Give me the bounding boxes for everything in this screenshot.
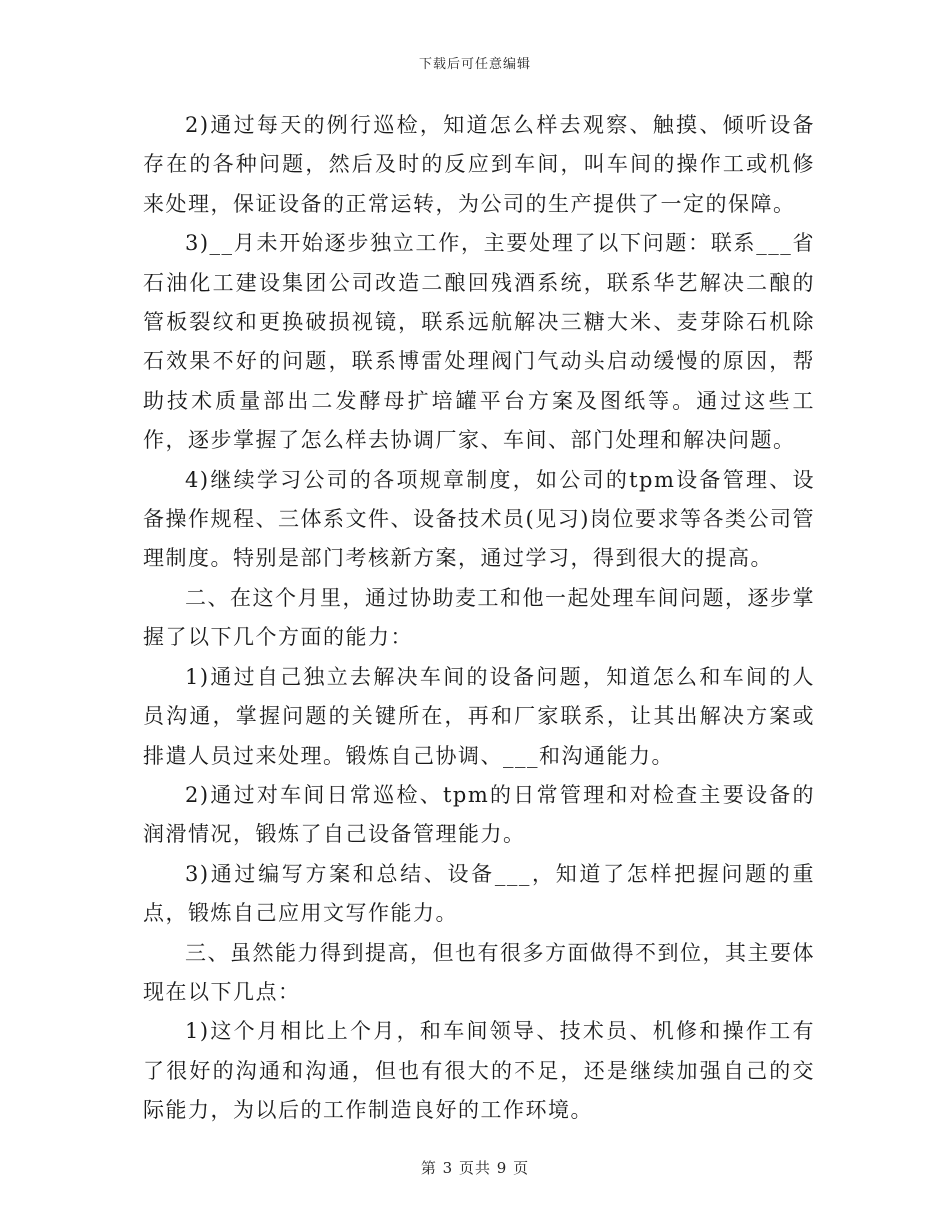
document-body (143, 106, 815, 1131)
section-three-heading: 三、虽然能力得到提高，但也有很多方面做得不到位，其主要体现在以下几点： (143, 940, 815, 1004)
page-footer: 第 3 页共 9 页 (420, 1159, 530, 1177)
paragraph-regulations: 4)继续学习公司的各项规章制度，如公司的tpm设备管理、设备操作规程、三体系文件、设备技术员(见习)岗位要求等各类公司管理制度。特别是部门考核新方案，通过学习，得到很大的提高。 (143, 467, 815, 571)
page-header: 下载后可任意编辑 (418, 57, 531, 72)
paragraph-problem-solving: 1)通过自己独立去解决车间的设备问题，知道怎么和车间的人员沟通，掌握问题的关键所在，再和厂家联系，让其出解决方案或排遣人员过来处理。锻炼自己协调、___和沟通能力。 (143, 664, 815, 768)
paragraph-independent-work: 3)__月未开始逐步独立工作，主要处理了以下问题：联系___省石油化工建设集团公司改造二酿回残酒系统，联系华艺解决二酿的管板裂纹和更换破损视镜，联系远航解决三糖大米、麦芽除石机除石效果不好的问题，联系博雷处理阀门气动头启动缓慢的原因，帮助技术质量部出二发酵母扩培罐平台方案及图纸等。通过这些工作，逐步掌握了怎么样去协调厂家、车间、部门处理和解决问题。 (143, 231, 815, 453)
paragraph-communication: 1)这个月相比上个月，和车间领导、技术员、机修和操作工有了很好的沟通和沟通，但也有很大的不足，还是继续加强自己的交际能力，为以后的工作制造良好的工作环境。 (143, 1019, 815, 1123)
paragraph-inspection: 2)通过每天的例行巡检，知道怎么样去观察、触摸、倾听设备存在的各种问题，然后及时的反应到车间，叫车间的操作工或机修来处理，保证设备的正常运转，为公司的生产提供了一定的保障。 (143, 113, 815, 216)
paragraph-equipment-management: 2)通过对车间日常巡检、tpm的日常管理和对检查主要设备的润滑情况，锻炼了自己设备管理能力。 (143, 782, 815, 847)
paragraph-writing: 3)通过编写方案和总结、设备___，知道了怎样把握问题的重点，锻炼自己应用文写作能力。 (143, 861, 815, 926)
section-two-heading: 二、在这个月里，通过协助麦工和他一起处理车间问题，逐步掌握了以下几个方面的能力： (143, 585, 815, 650)
